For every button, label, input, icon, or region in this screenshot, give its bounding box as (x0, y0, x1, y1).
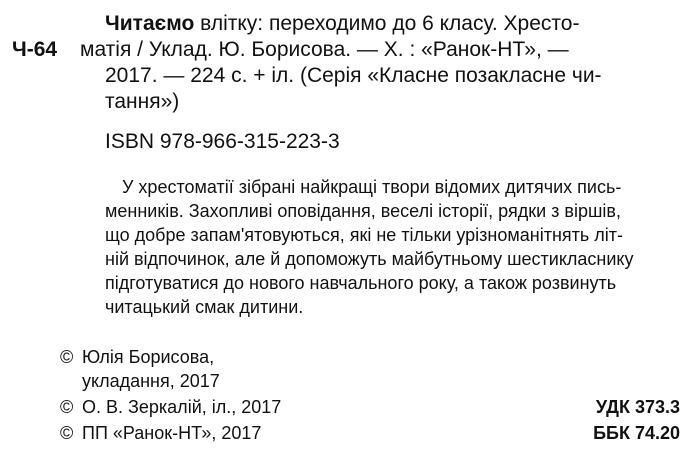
illustrator-name: О. В. Зеркалій, іл., 2017 (82, 397, 282, 417)
compiler-role: укладання, 2017 (82, 371, 220, 391)
title-line-2: матія / Уклад. Ю. Борисова. — Х. : «Ранок-НТ», — (80, 38, 569, 61)
isbn: ISBN 978-966-315-223-3 (105, 130, 340, 153)
title-bold: Читаємо (105, 12, 195, 35)
copyright-icon: © (60, 397, 74, 417)
description-line: менників. Захопливі оповідання, веселі історії, рядки з віршів, (105, 201, 621, 221)
copyright-illustrator (60, 396, 281, 418)
compiler-name: Юлія Борисова, (82, 347, 215, 367)
title-rest: влітку: переходимо до 6 класу. Хресто- (194, 12, 580, 35)
description-line: У хрестоматії зібрані найкращі твори відомих дитячих пись- (122, 177, 622, 197)
description-line: читацький смак дитини. (105, 297, 304, 317)
publisher-name: ПП «Ранок-НТ», 2017 (82, 423, 262, 443)
udk-code: УДК 373.3 (595, 397, 680, 417)
description-line: що добре запам'ятовуються, які не тільки урізноманітнять літ- (105, 225, 624, 245)
title-line-3: 2017. — 224 с. + іл. (Серія «Класне позакласне чи- (105, 64, 602, 87)
title-line-4: тання») (105, 90, 180, 113)
catalog-code: Ч-64 (12, 38, 58, 61)
title-line-1 (105, 12, 579, 36)
copyright-icon: © (60, 423, 74, 443)
copyright-icon: © (60, 347, 74, 367)
copyright-publisher (60, 422, 261, 444)
description-line: ній відпочинок, але й допоможуть майбутньому шестикласнику (105, 249, 634, 269)
bbk-code: ББК 74.20 (593, 423, 680, 443)
description-line: підготуватися до нового навчального року, а також розвинуть (105, 273, 617, 293)
copyright-compiler (60, 346, 214, 368)
